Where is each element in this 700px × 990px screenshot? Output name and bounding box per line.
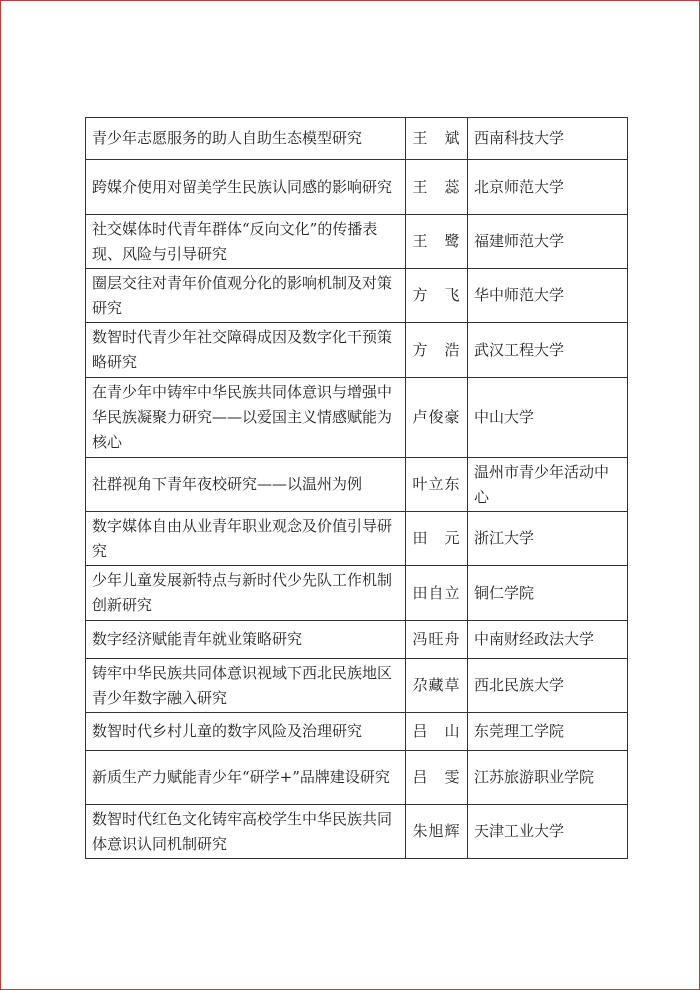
project-title: 社交媒体时代青年群体“反向文化”的传播表现、风险与引导研究: [86, 215, 406, 269]
institution: 浙江大学: [468, 512, 628, 566]
project-title: 青少年志愿服务的助人自助生态模型研究: [86, 118, 406, 160]
institution: 铜仁学院: [468, 566, 628, 621]
project-title: 新质生产力赋能青少年“研学+”品牌建设研究: [86, 751, 406, 805]
table-row: [86, 269, 628, 323]
researcher-name: 王 鹭: [406, 215, 468, 269]
institution: 西北民族大学: [468, 659, 628, 713]
institution: 西南科技大学: [468, 118, 628, 160]
table-row: [86, 621, 628, 659]
project-title: 数智时代乡村儿童的数字风险及治理研究: [86, 713, 406, 751]
project-title: 数字经济赋能青年就业策略研究: [86, 621, 406, 659]
table-row: [86, 378, 628, 458]
table-row: [86, 160, 628, 215]
institution: 福建师范大学: [468, 215, 628, 269]
institution: 东莞理工学院: [468, 713, 628, 751]
table-row: [86, 512, 628, 566]
project-title: 圈层交往对青年价值观分化的影响机制及对策研究: [86, 269, 406, 323]
institution: 武汉工程大学: [468, 323, 628, 378]
researcher-name: 王 斌: [406, 118, 468, 160]
table-row: [86, 323, 628, 378]
table-row: [86, 751, 628, 805]
table-row: [86, 118, 628, 160]
project-title: 社群视角下青年夜校研究——以温州为例: [86, 458, 406, 512]
institution: 华中师范大学: [468, 269, 628, 323]
project-title: 少年儿童发展新特点与新时代少先队工作机制创新研究: [86, 566, 406, 621]
project-title: 数智时代青少年社交障碍成因及数字化干预策略研究: [86, 323, 406, 378]
institution: 江苏旅游职业学院: [468, 751, 628, 805]
institution: 温州市青少年活动中心: [468, 458, 628, 512]
table-row: [86, 215, 628, 269]
researcher-name: 朱旭辉: [406, 805, 468, 859]
project-title: 数智时代红色文化铸牢高校学生中华民族共同体意识认同机制研究: [86, 805, 406, 859]
institution: 中南财经政法大学: [468, 621, 628, 659]
researcher-name: 田 元: [406, 512, 468, 566]
researcher-name: 方 飞: [406, 269, 468, 323]
project-title: 在青少年中铸牢中华民族共同体意识与增强中华民族凝聚力研究——以爱国主义情感赋能为核心: [86, 378, 406, 458]
researcher-name: 冯旺舟: [406, 621, 468, 659]
project-table: [85, 117, 628, 859]
table-row: [86, 659, 628, 713]
researcher-name: 尕藏草: [406, 659, 468, 713]
researcher-name: 吕 山: [406, 713, 468, 751]
researcher-name: 王 蕊: [406, 160, 468, 215]
institution: 北京师范大学: [468, 160, 628, 215]
institution: 天津工业大学: [468, 805, 628, 859]
project-title: 数字媒体自由从业青年职业观念及价值引导研究: [86, 512, 406, 566]
researcher-name: 吕 雯: [406, 751, 468, 805]
project-title: 铸牢中华民族共同体意识视域下西北民族地区青少年数字融入研究: [86, 659, 406, 713]
institution: 中山大学: [468, 378, 628, 458]
table-row: [86, 566, 628, 621]
researcher-name: 叶立东: [406, 458, 468, 512]
project-title: 跨媒介使用对留美学生民族认同感的影响研究: [86, 160, 406, 215]
table-row: [86, 805, 628, 859]
researcher-name: 卢俊豪: [406, 378, 468, 458]
researcher-name: 方 浩: [406, 323, 468, 378]
table-row: [86, 458, 628, 512]
table-row: [86, 713, 628, 751]
researcher-name: 田自立: [406, 566, 468, 621]
